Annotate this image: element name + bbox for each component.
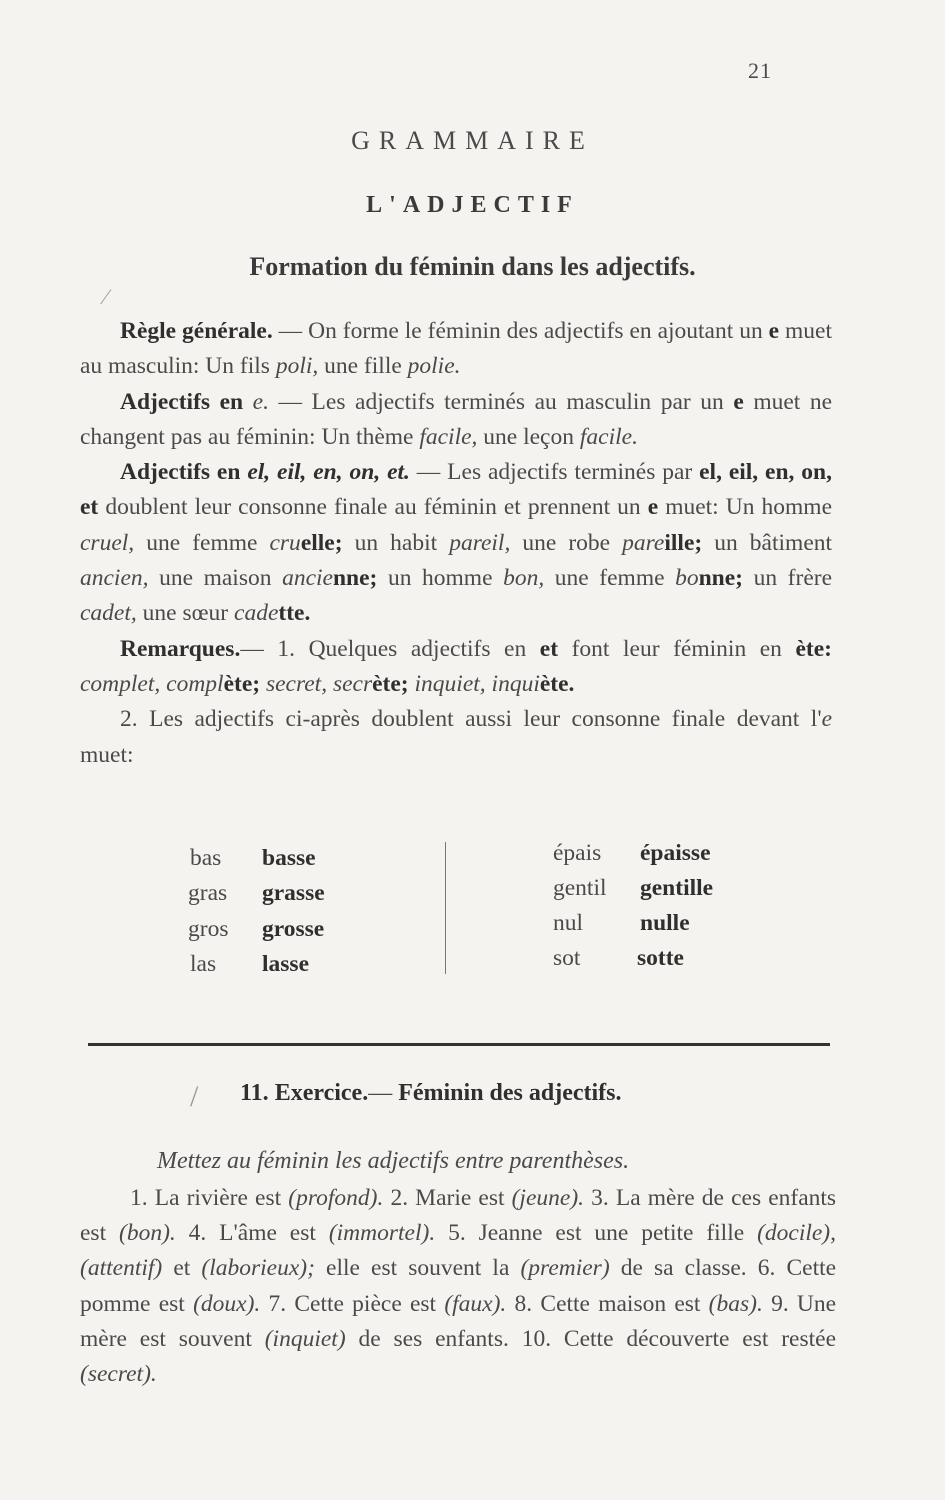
table-fem: lasse (262, 951, 309, 977)
rule-general: Règle générale. — On forme le féminin des adjectifs en ajoutant un e muet au masculin: Un fils poli, une fille polie. (80, 318, 833, 380)
exercise-title: 11. Exercice.— Féminin des adjectifs. (240, 1080, 622, 1106)
page-number: 21 (748, 58, 772, 83)
table-masc: las (190, 951, 217, 977)
table-fem: basse (262, 845, 316, 871)
exercise-text: 1. La rivière est (profond). 2. Marie est (jeune). 3. La mère de ces enfants est (bon). 4. L'âme est (immortel). 5. Jeanne est une petite fille (docile), (attentif) et (laborieux); elle est souvent la (premier) de sa classe. 6. Cette pomme est (doux). 7. Cette pièce est (faux). 8. Cette maison est (bas). 9. Une mère est souvent (inquiet) de ses enfants. 10. Cette découverte est restée (secret). (80, 1185, 837, 1388)
remark-2: 2. Les adjectifs ci-après doublent aussi leur consonne finale devant l'e muet: (80, 706, 832, 768)
table-fem: épaisse (640, 840, 711, 866)
table-masc: épais (553, 840, 602, 866)
table-masc: sot (553, 945, 581, 971)
table-divider (445, 842, 446, 974)
table-masc: gras (188, 880, 228, 906)
table-fem: nulle (640, 910, 690, 936)
pencil-mark-icon: / (190, 1080, 199, 1113)
rules-section (80, 314, 832, 773)
exercise-instruction: Mettez au féminin les adjectifs entre parenthèses. (157, 1148, 630, 1174)
rule-el: Adjectifs en el, eil, en, on, et. — Les adjectifs terminés par el, eil, en, on, et doublent leur consonne finale au féminin et prennent un e muet: Un homme cruel, une femme cruelle; un habit pareil, une robe pareille; un bâtiment ancien, une maison ancienne; un homme bon, une femme bonne; un frère cadet, une sœur cadette. (80, 459, 833, 627)
remarks: Remarques.— 1. Quelques adjectifs en et font leur féminin en ète: complet, complète; secret, secrète; inquiet, inquiète. (80, 635, 833, 697)
subtopic-heading: Formation du féminin dans les adjectifs. (249, 252, 696, 281)
table-fem: gentille (640, 875, 714, 901)
table-masc: gros (188, 916, 229, 942)
pencil-mark-icon: ⁄ (104, 284, 108, 309)
table-fem: grosse (262, 916, 325, 942)
section-divider (88, 1043, 830, 1046)
table-masc: bas (190, 845, 222, 871)
table-fem: grasse (262, 880, 325, 906)
rule-e: Adjectifs en e. — Les adjectifs terminés au masculin par un e muet ne changent pas au féminin: Un thème facile, une leçon facile. (80, 388, 833, 450)
table-fem: sotte (637, 945, 684, 971)
table-masc: nul (553, 910, 584, 936)
section-heading: GRAMMAIRE (351, 126, 594, 155)
table-masc: gentil (553, 875, 607, 901)
topic-heading: L'ADJECTIF (366, 192, 579, 218)
